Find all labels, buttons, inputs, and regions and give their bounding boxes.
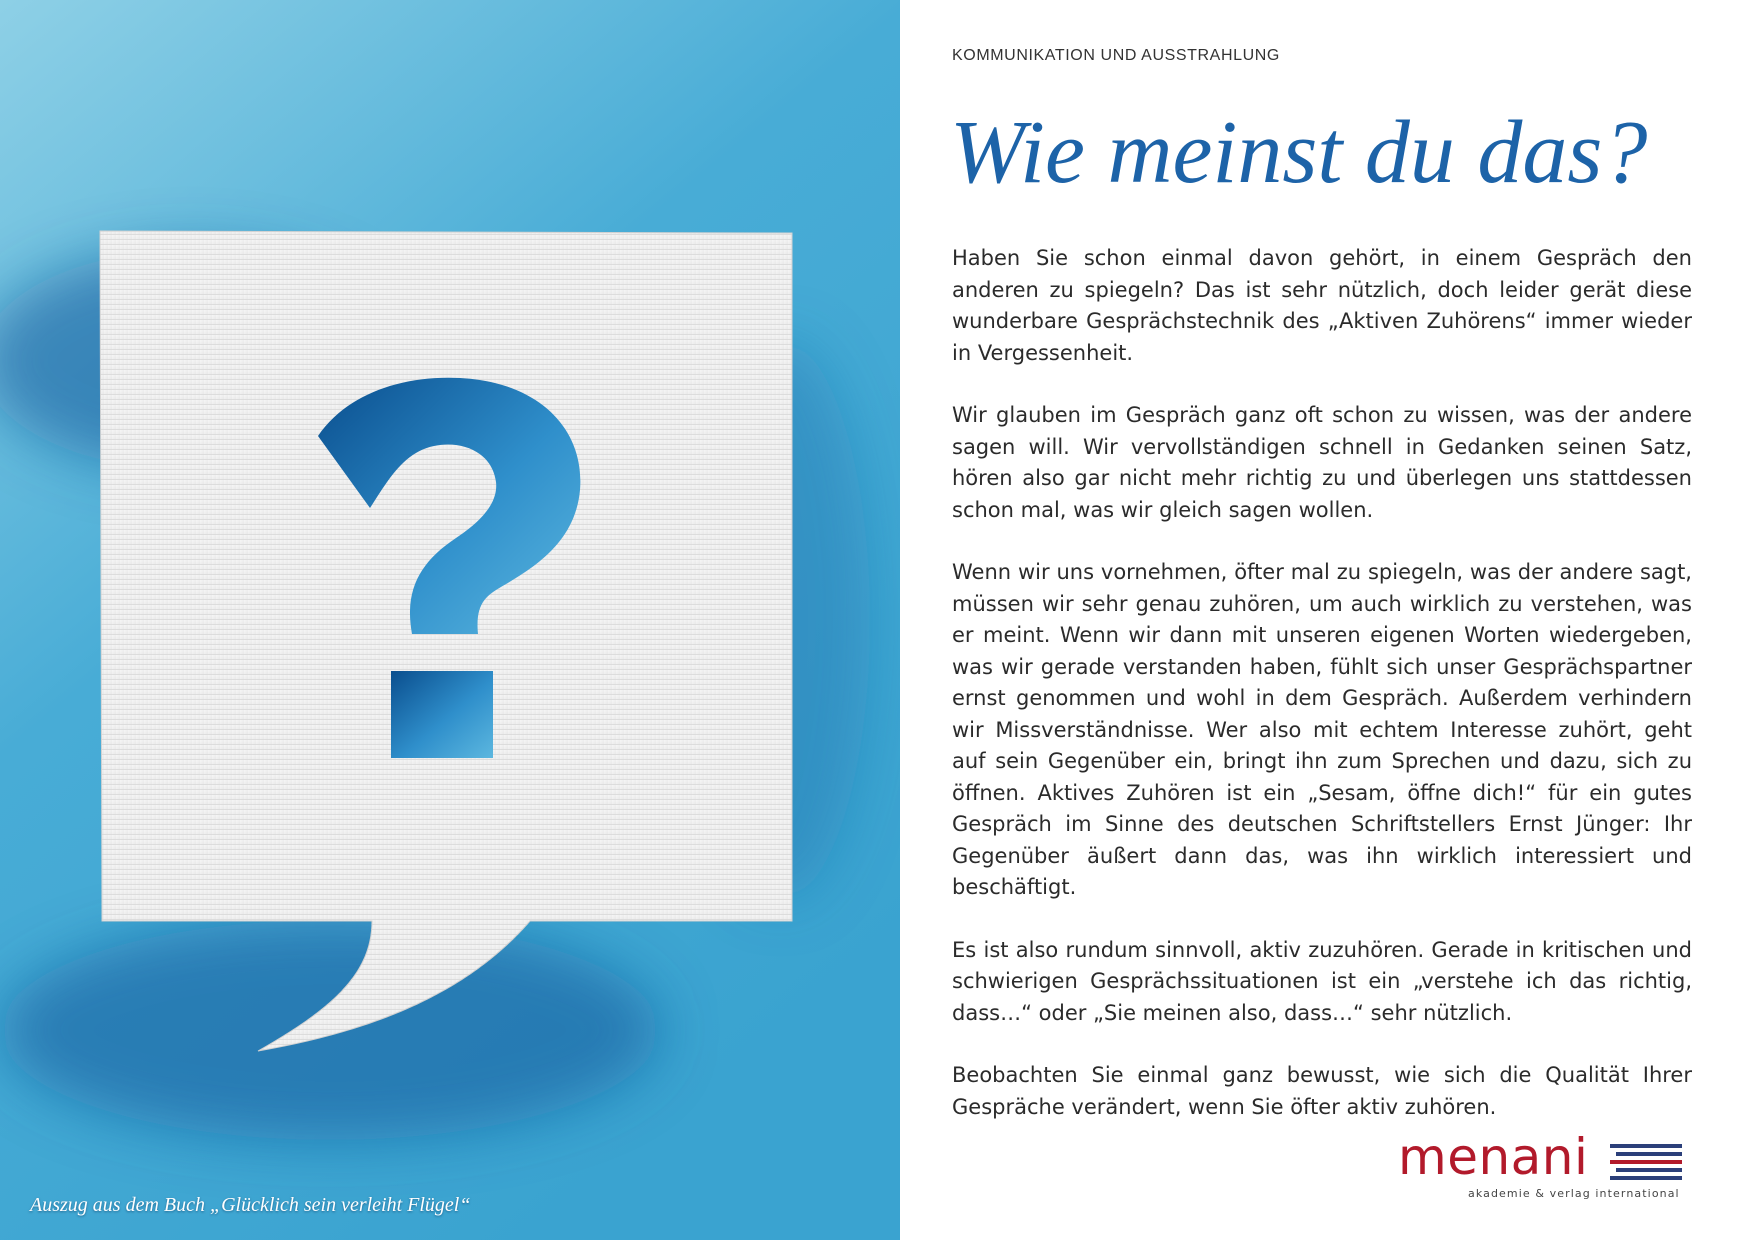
paragraph-2: Wir glauben im Gespräch ganz oft schon zu wissen, was der andere sagen will. Wir vervollständigen schnell in Gedanken seinen Satz, hören also gar nicht mehr richtig zu und überlegen uns stattdessen schon mal, was wir gleich sagen wollen. [952,403,1692,522]
section-kicker: KOMMUNIKATION UND AUSSTRAHLUNG [952,47,1280,64]
paragraph-5: Beobachten Sie einmal ganz bewusst, wie sich die Qualität Ihrer Gespräche verändert, wenn Sie öfter aktiv zuhören. [952,1063,1692,1119]
article-title: Wie meinst du das? [950,103,1648,202]
article-panel [900,0,1754,1240]
logo-wordmark: menani [1398,1128,1589,1186]
logo-tagline: akademie & verlag international [1468,1187,1680,1200]
paragraph-1: Haben Sie schon einmal davon gehört, in einem Gespräch den anderen zu spiegeln? Das ist sehr nützlich, doch leider gerät diese wunderbare Gesprächstechnik des „Aktiven Zuhörens“ immer wieder in Vergessenheit. [952,246,1692,365]
book-excerpt-caption: Auszug aus dem Buch „Glücklich sein verleiht Flügel“ [30,1194,471,1216]
article-body [952,243,1692,1154]
logo-stripes-icon [1610,1144,1682,1184]
menani-logo [1398,1128,1698,1200]
question-dot-icon [391,671,493,758]
paragraph-3: Wenn wir uns vornehmen, öfter mal zu spiegeln, was der andere sagt, müssen wir sehr genau zuhören, um auch wirklich zu verstehen, was er meint. Wenn wir dann mit unseren eigenen Worten wiedergeben, was wir gerade verstanden haben, fühlt sich unser Gesprächspartner ernst genommen und wohl in dem Gespräch. Außerdem verhindern wir Missverständnisse. Wer also mit echtem Interesse zuhört, geht auf sein Gegenüber ein, bringt ihn zum Sprechen und dazu, sich zu öffnen. Aktives Zuhören ist ein „Sesam, öffne dich!“ für ein gutes Gespräch im Sinne des deutschen Schriftstellers Ernst Jünger: Ihr Gegenüber äußert dann das, was ihn wirklich interessiert und beschäftigt. [952,560,1692,899]
paragraph-4: Es ist also rundum sinnvoll, aktiv zuzuhören. Gerade in kritischen und schwierigen Gesprächssituationen ist ein „verstehe ich das richtig, dass…“ oder „Sie meinen also, dass…“ sehr nützlich. [952,937,1692,1025]
